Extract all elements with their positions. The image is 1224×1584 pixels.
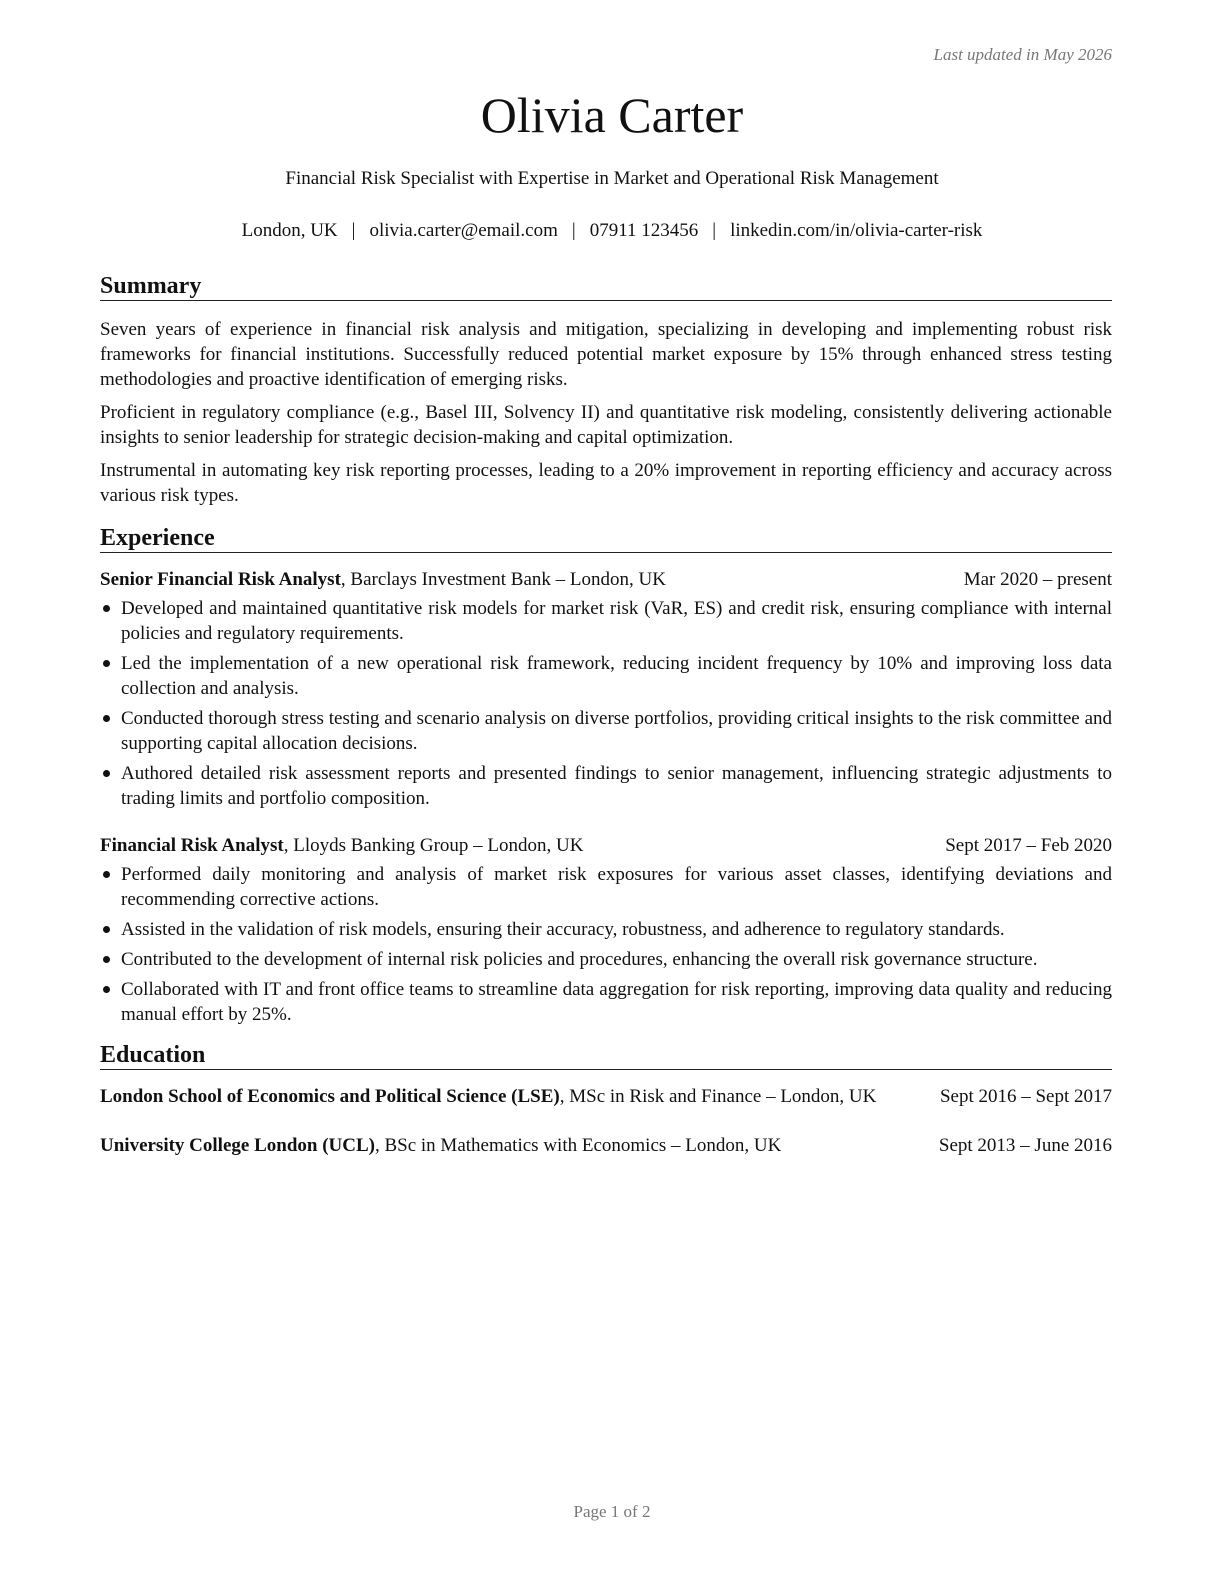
education-text	[100, 1133, 939, 1158]
summary-paragraph: Seven years of experience in financial risk analysis and mitigation, specializing in developing and implementing robust risk frameworks for financial institutions. Successfully reduced potential market exposure by 15% through enhanced stress testing methodologies and proactive identification of emerging risks.	[100, 319, 1112, 390]
candidate-name: Olivia Carter	[480, 87, 744, 143]
education-detail: , BSc in Mathematics with Economics – London, UK	[374, 1135, 782, 1156]
job-bullet: Conducted thorough stress testing and scenario analysis on diverse portfolios, providing critical insights to the risk committee and supporting capital allocation decisions.	[100, 706, 1112, 756]
job-header	[100, 833, 1112, 858]
section-title-experience: Experience	[100, 524, 1112, 553]
education-school: University College London (UCL)	[100, 1135, 375, 1156]
job-bullet: Authored detailed risk assessment reports and presented findings to senior management, influencing strategic adjustments to trading limits and portfolio composition.	[100, 761, 1112, 811]
job-title-line	[100, 833, 583, 858]
job-bullets	[100, 596, 1112, 811]
contact-linkedin[interactable]: linkedin.com/in/olivia-carter-risk	[730, 220, 983, 241]
job-org: , Barclays Investment Bank – London, UK	[340, 569, 666, 590]
contact-separator: |	[712, 220, 717, 241]
contact-email[interactable]: olivia.carter@email.com	[369, 220, 558, 241]
education-detail: , MSc in Risk and Finance – London, UK	[559, 1086, 877, 1107]
headline: Financial Risk Specialist with Expertise in Market and Operational Risk Management	[285, 168, 939, 189]
job-role: Financial Risk Analyst	[100, 835, 284, 856]
summary-paragraph: Proficient in regulatory compliance (e.g., Basel III, Solvency II) and quantitative risk modeling, consistently delivering actionable insights to senior leadership for strategic decision-making and capital optimization.	[100, 402, 1112, 448]
job-org: , Lloyds Banking Group – London, UK	[283, 835, 584, 856]
job-role: Senior Financial Risk Analyst	[100, 569, 341, 590]
job-bullet: Performed daily monitoring and analysis of market risk exposures for various asset classes, identifying deviations and recommending corrective actions.	[100, 862, 1112, 912]
resume-content	[100, 272, 1112, 1158]
contact-location: London, UK	[241, 220, 338, 241]
education-text	[100, 1084, 940, 1109]
contact-line	[0, 220, 1224, 242]
job-dates: Sept 2017 – Feb 2020	[945, 835, 1112, 856]
job-bullet: Assisted in the validation of risk models, ensuring their accuracy, robustness, and adherence to regulatory standards.	[100, 917, 1112, 942]
summary-section	[100, 272, 1112, 508]
page-number: Page 1 of 2	[573, 1502, 651, 1521]
contact-phone: 07911 123456	[589, 220, 699, 241]
job-bullet: Led the implementation of a new operational risk framework, reducing incident frequency by 10% and improving loss data collection and analysis.	[100, 651, 1112, 701]
job-bullets	[100, 862, 1112, 1027]
job-bullet: Collaborated with IT and front office teams to streamline data aggregation for risk reporting, improving data quality and reducing manual effort by 25%.	[100, 977, 1112, 1027]
job-entry	[100, 567, 1112, 811]
education-section	[100, 1041, 1112, 1158]
contact-separator: |	[351, 220, 356, 241]
job-header	[100, 567, 1112, 592]
contact-separator: |	[571, 220, 576, 241]
education-entry	[100, 1084, 1112, 1109]
job-dates: Mar 2020 – present	[963, 569, 1112, 590]
summary-paragraph: Instrumental in automating key risk reporting processes, leading to a 20% improvement in reporting efficiency and accuracy across various risk types.	[100, 460, 1112, 506]
education-dates: Sept 2013 – June 2016	[938, 1135, 1112, 1156]
education-dates: Sept 2016 – Sept 2017	[939, 1086, 1112, 1107]
job-title-line	[100, 567, 666, 592]
experience-section	[100, 524, 1112, 1027]
job-entry	[100, 833, 1112, 1027]
job-bullet: Contributed to the development of internal risk policies and procedures, enhancing the overall risk governance structure.	[100, 947, 1112, 972]
section-title-summary: Summary	[100, 272, 1112, 301]
job-bullet: Developed and maintained quantitative risk models for market risk (VaR, ES) and credit risk, ensuring compliance with internal policies and regulatory requirements.	[100, 596, 1112, 646]
education-school: London School of Economics and Political Science (LSE)	[100, 1086, 560, 1107]
section-title-education: Education	[100, 1041, 1112, 1070]
education-entry	[100, 1133, 1112, 1158]
last-updated: Last updated in May 2026	[933, 45, 1112, 64]
